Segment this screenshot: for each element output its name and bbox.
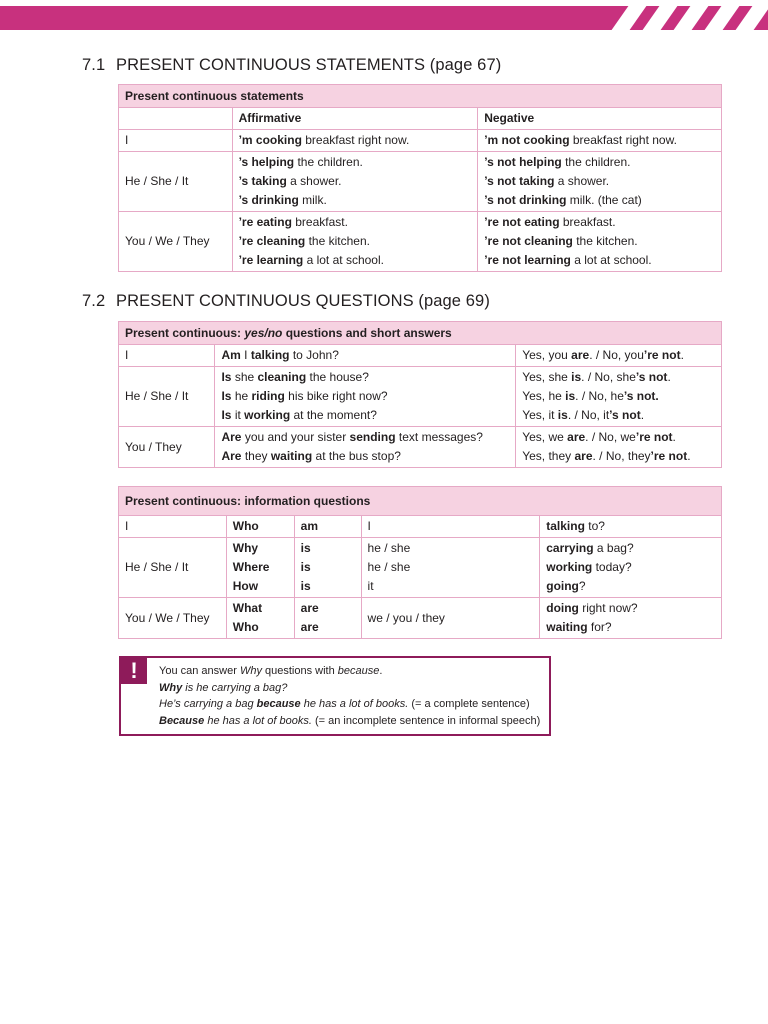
question-cell [215, 367, 516, 427]
text: . [672, 430, 676, 444]
note-text [159, 663, 540, 729]
text-line [368, 517, 534, 536]
text: . [680, 348, 684, 362]
bold-text: is [571, 370, 582, 384]
text: she [231, 370, 258, 384]
bold-text: ’s drinking [238, 193, 299, 207]
text: a shower. [286, 174, 342, 188]
text: the house? [306, 370, 369, 384]
text: breakfast right now. [301, 133, 410, 147]
table-row [119, 152, 722, 212]
column-header-affirmative: Affirmative [232, 108, 478, 130]
stripe-decoration [674, 6, 709, 30]
bold-text: ’s not drinking [484, 193, 567, 207]
italic-text: Why [239, 665, 262, 677]
section-title: PRESENT CONTINUOUS STATEMENTS (page 67) [116, 56, 502, 74]
text-line [159, 663, 540, 680]
bold-text: carrying [546, 541, 594, 555]
text-line [522, 368, 715, 387]
bold-text: ’s helping [238, 155, 295, 169]
exclamation-icon: ! [121, 658, 147, 684]
text: the children. [561, 155, 631, 169]
bold-text: Present continuous: [125, 325, 245, 340]
italic-text: He’s carrying a bag [159, 698, 257, 710]
text: his bike right now? [284, 389, 388, 403]
bold-text: ’re not [635, 430, 673, 444]
text: right now? [578, 601, 638, 615]
bold-text: am [300, 519, 319, 533]
bold-text: ’re learning [238, 253, 304, 267]
question-cell [215, 345, 516, 367]
text: at the moment? [290, 408, 377, 422]
text-line [546, 618, 715, 637]
text: the children. [294, 155, 363, 169]
text-line [368, 577, 534, 596]
text-line [368, 539, 534, 558]
bold-text: ’re not cleaning [484, 234, 573, 248]
bold-text: cleaning [257, 370, 307, 384]
statements-table [118, 84, 722, 272]
question-cell [215, 427, 516, 468]
text: Yes, he [522, 389, 566, 403]
text-line [301, 539, 355, 558]
table-row [119, 427, 722, 468]
text: the kitchen. [305, 234, 370, 248]
column-header-negative: Negative [478, 108, 722, 130]
question-word-cell [226, 516, 294, 538]
negative-cell [478, 130, 722, 152]
ending-cell [540, 598, 722, 639]
text-line [546, 577, 715, 596]
table-row [119, 345, 722, 367]
text-line [484, 153, 715, 172]
bold-text: sending [349, 430, 396, 444]
section-heading-7-2 [82, 292, 490, 311]
text-line [301, 599, 355, 618]
text: milk. (the cat) [566, 193, 642, 207]
text-line [546, 558, 715, 577]
text: he [231, 389, 252, 403]
text: we / you / they [367, 610, 445, 625]
text: a bag? [593, 541, 634, 555]
text: breakfast. [559, 215, 616, 229]
text-line [233, 517, 288, 536]
text-line [239, 191, 472, 210]
text: . / No, it [567, 408, 610, 422]
text: today? [592, 560, 632, 574]
text-line [301, 558, 355, 577]
text: Yes, they [522, 449, 575, 463]
answer-cell [516, 345, 722, 367]
table-row [119, 367, 722, 427]
subject-cell: He / She / It [119, 152, 233, 212]
bold-italic-text: because [256, 698, 301, 710]
text: breakfast. [291, 215, 348, 229]
bold-text: waiting [270, 449, 313, 463]
text: . [379, 665, 383, 677]
table-title: Present continuous: information questions [119, 487, 722, 516]
text-line [368, 558, 534, 577]
bold-text: is [565, 389, 576, 403]
bold-text: ’re not [650, 449, 688, 463]
text: you and your sister [241, 430, 350, 444]
bold-italic-text: Because [159, 714, 205, 727]
bold-text: are [567, 430, 586, 444]
bold-text: ’re cleaning [238, 234, 306, 248]
verb-cell [294, 538, 361, 598]
answer-cell [516, 427, 722, 468]
bold-text: working [244, 408, 291, 422]
text: . / No, we [585, 430, 636, 444]
verb-cell [294, 516, 361, 538]
text-line [522, 428, 715, 447]
text-line [221, 387, 509, 406]
bold-text: ’s taking [238, 174, 287, 188]
bold-text: is [557, 408, 568, 422]
bold-text: ’re not learning [484, 253, 571, 267]
bold-italic-text: yes/no [244, 325, 283, 340]
bold-text: ’m cooking [238, 133, 302, 147]
text: I [240, 348, 251, 362]
text-line [233, 539, 288, 558]
pronoun-cell [361, 598, 540, 639]
column-header [119, 108, 233, 130]
bold-text: Am [221, 348, 241, 362]
bold-text: Who [232, 620, 259, 634]
text: a lot at school. [570, 253, 652, 267]
subject-cell: You / We / They [119, 598, 227, 639]
text: he / she [367, 560, 411, 574]
bold-text: talking [250, 348, 290, 362]
section-heading-7-1 [82, 56, 501, 75]
text-line [239, 153, 472, 172]
subject-cell: I [119, 345, 215, 367]
text: breakfast right now. [569, 133, 677, 147]
subject-cell: He / She / It [119, 367, 215, 427]
pronoun-cell [361, 516, 540, 538]
bold-text: talking [546, 519, 585, 533]
text: I [367, 519, 371, 533]
text: he / she [367, 541, 411, 555]
text-line [522, 387, 715, 406]
stripe-decoration [705, 6, 740, 30]
question-word-cell [226, 538, 294, 598]
text: . / No, she [581, 370, 636, 384]
text: to John? [289, 348, 339, 362]
bold-text: riding [251, 389, 285, 403]
section-number: 7.2 [82, 292, 106, 310]
bold-text: are [571, 348, 590, 362]
text-line [221, 346, 509, 365]
text: (= a complete sentence) [408, 698, 530, 710]
text-line [301, 517, 355, 536]
text: Yes, she [522, 370, 572, 384]
table-row [119, 212, 722, 272]
text: Yes, it [522, 408, 558, 422]
text-line [239, 131, 472, 150]
italic-text: he has a lot of books. [300, 698, 409, 710]
bold-text: Why [232, 541, 259, 555]
text: You can answer [159, 665, 240, 677]
answer-cell [516, 367, 722, 427]
text: . / No, they [592, 449, 651, 463]
bold-text: waiting [546, 620, 588, 634]
text: Yes, you [522, 348, 572, 362]
text-line [233, 599, 288, 618]
text-line [484, 172, 715, 191]
text: milk. [298, 193, 327, 207]
italic-text: is he carrying a bag? [182, 681, 288, 694]
table-title: Present continuous statements [119, 85, 722, 108]
header-band [0, 6, 768, 30]
affirmative-cell [232, 130, 478, 152]
subject-cell: He / She / It [119, 538, 227, 598]
bold-text: working [546, 560, 593, 574]
text-line [221, 428, 509, 447]
text-line [522, 447, 715, 466]
bold-text: are [300, 620, 319, 634]
bold-text: questions and short answers [282, 325, 452, 340]
text-line [368, 609, 534, 628]
italic-text: because [337, 665, 380, 677]
text: they [241, 449, 271, 463]
text-line [484, 251, 715, 270]
table-title [119, 322, 722, 345]
text: questions with [261, 665, 338, 677]
bold-text: ’s not [635, 370, 668, 384]
pronoun-cell [361, 538, 540, 598]
bold-text: is [300, 579, 311, 593]
bold-text: is [300, 560, 311, 574]
bold-text: ’re not eating [484, 215, 560, 229]
italic-text: he has a lot of books. [204, 714, 312, 727]
bold-text: Is [221, 389, 232, 403]
text-line [301, 577, 355, 596]
ending-cell [540, 538, 722, 598]
text-line [239, 172, 472, 191]
text-line [159, 713, 540, 730]
subject-cell: I [119, 516, 227, 538]
bold-italic-text: Why [159, 681, 183, 694]
bold-text: Who [232, 519, 259, 533]
text-line [159, 680, 540, 697]
bold-text: ’re not [643, 348, 681, 362]
bold-text: ’s not. [623, 389, 659, 403]
negative-cell [478, 152, 722, 212]
text-line [239, 251, 472, 270]
section-title: PRESENT CONTINUOUS QUESTIONS (page 69) [116, 292, 490, 310]
text-line [522, 346, 715, 365]
text: . / No, he [575, 389, 624, 403]
subject-cell: You / We / They [119, 212, 233, 272]
text: a shower. [554, 174, 610, 188]
text-line [484, 213, 715, 232]
table-row [119, 538, 722, 598]
affirmative-cell [232, 152, 478, 212]
bold-text: ’s not taking [484, 174, 555, 188]
text: for? [587, 620, 612, 634]
text-line [233, 558, 288, 577]
bold-text: ’m not cooking [484, 133, 570, 147]
bold-text: Is [221, 370, 232, 384]
bold-text: going [546, 579, 579, 593]
text-line [484, 191, 715, 210]
text: (= an incomplete sentence in informal speech) [311, 714, 541, 727]
ending-cell [540, 516, 722, 538]
text-line [221, 447, 509, 466]
bold-text: How [232, 579, 259, 593]
subject-cell: You / They [119, 427, 215, 468]
bold-text: is [300, 541, 311, 555]
text-line [221, 406, 509, 425]
bold-text: Where [232, 560, 270, 574]
verb-cell [294, 598, 361, 639]
text-line [221, 368, 509, 387]
text: to? [584, 519, 605, 533]
text: the kitchen. [572, 234, 638, 248]
text: a lot at school. [303, 253, 384, 267]
bold-text: Is [221, 408, 232, 422]
text: it [231, 408, 245, 422]
section-number: 7.1 [82, 56, 106, 74]
text: text messages? [395, 430, 483, 444]
text-line [233, 618, 288, 637]
text-line [301, 618, 355, 637]
stripe-decoration [736, 6, 768, 30]
text: Yes, we [522, 430, 568, 444]
text-line [546, 599, 715, 618]
affirmative-cell [232, 212, 478, 272]
text: . [687, 449, 691, 463]
bold-text: Are [221, 430, 242, 444]
text: . / No, you [589, 348, 644, 362]
yes-no-questions-table [118, 321, 722, 468]
negative-cell [478, 212, 722, 272]
note-box [119, 656, 551, 736]
text: . [640, 408, 645, 422]
text-line [546, 517, 715, 536]
text-line [522, 406, 715, 425]
stripe-decoration [643, 6, 678, 30]
bold-text: ’s not [609, 408, 641, 422]
text-line [239, 213, 472, 232]
table-row [119, 516, 722, 538]
bold-text: doing [546, 601, 579, 615]
text: it [367, 579, 374, 593]
bold-text: What [232, 601, 263, 615]
text-line [233, 577, 288, 596]
bold-text: Are [221, 449, 242, 463]
text: at the bus stop? [312, 449, 401, 463]
stripe-decoration [612, 6, 647, 30]
text: ? [578, 579, 586, 593]
information-questions-table [118, 486, 722, 639]
text-line [159, 696, 540, 713]
text-line [484, 131, 715, 150]
table-row [119, 130, 722, 152]
bold-text: ’re eating [238, 215, 292, 229]
text-line [239, 232, 472, 251]
table-row [119, 598, 722, 639]
text-line [546, 539, 715, 558]
bold-text: ’s not helping [484, 155, 562, 169]
text-line [484, 232, 715, 251]
bold-text: are [300, 601, 319, 615]
bold-text: are [574, 449, 593, 463]
question-word-cell [226, 598, 294, 639]
subject-cell: I [119, 130, 233, 152]
text: . [667, 370, 671, 384]
